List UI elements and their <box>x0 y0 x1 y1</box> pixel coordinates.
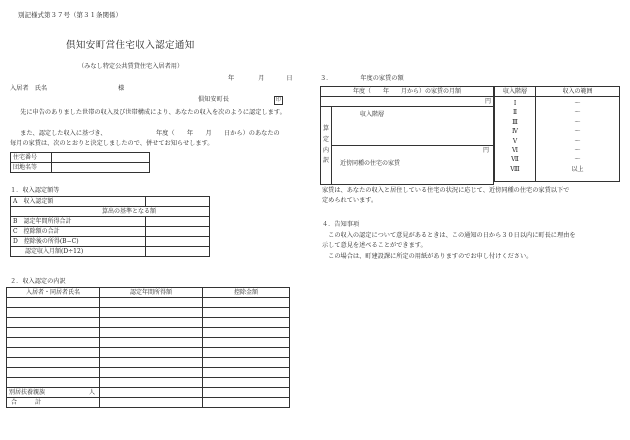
section-3-heading <box>320 75 404 82</box>
notice-text-a: この収入の認定について意見があるときは、この通知の日から３０日以内に町長に理由を <box>322 232 576 239</box>
rent-table <box>320 86 494 185</box>
table-row <box>11 163 150 173</box>
row-basis <box>11 207 210 217</box>
table-row <box>7 378 290 388</box>
table-row <box>11 247 210 257</box>
row-key: D <box>13 237 18 245</box>
range-v: 〜 <box>574 137 581 145</box>
housing-table <box>10 152 150 173</box>
table-row <box>321 146 494 185</box>
table-row <box>7 298 290 308</box>
section-4-heading: ４．告知事項 <box>322 221 360 228</box>
range-list <box>536 97 620 182</box>
housing-complex-label: 団地名等 <box>11 163 52 173</box>
row-b <box>11 217 146 227</box>
table-row <box>7 358 290 368</box>
row-value <box>146 197 210 207</box>
paragraph-2a: また、認定した収入に基づき、 <box>14 130 107 137</box>
row-key: C <box>13 227 18 235</box>
header-name: 入居者・同居者氏名 <box>7 288 100 298</box>
date-month: 月 <box>258 75 265 82</box>
paragraph-2c: 毎月の家賃は、次のとおりと決定しましたので、併せてお知らせします。 <box>10 140 214 147</box>
grade-iii: Ⅲ <box>512 118 518 126</box>
notice-text-c: この場合は、町建設課に所定の用紙がありますのでお申し付けください。 <box>322 253 533 260</box>
row-label: 収入認定額 <box>23 197 54 205</box>
table-row <box>11 207 210 217</box>
row-a <box>11 197 146 207</box>
similar-rent-cell <box>332 146 494 185</box>
rent-note-b: 定められています。 <box>322 197 378 204</box>
range-i: 〜 <box>574 100 581 107</box>
dependents-cell <box>7 388 100 398</box>
grade-v: Ⅴ <box>512 137 518 145</box>
date-year: 年 <box>228 75 235 82</box>
income-table <box>10 196 210 257</box>
issuer <box>198 96 283 105</box>
grade-header: 収入階層 <box>495 87 536 97</box>
row-key: B <box>13 217 18 225</box>
table-row <box>495 97 620 182</box>
grade-vii: Ⅶ <box>511 156 519 164</box>
table-row <box>11 153 150 163</box>
date-day: 日 <box>286 75 293 82</box>
table-row <box>321 87 494 97</box>
table-row <box>7 308 290 318</box>
table-row <box>7 348 290 358</box>
table-row <box>11 237 210 247</box>
section-1-heading: １．収入認定額等 <box>10 187 60 194</box>
grade-viii: Ⅷ <box>510 165 520 173</box>
housing-number-value <box>52 153 150 163</box>
range-header: 収入の範囲 <box>536 87 620 97</box>
grade-iv: Ⅳ <box>512 128 518 136</box>
table-row <box>321 107 494 146</box>
table-row <box>7 388 290 398</box>
addressee-label: 入居者 氏名 <box>10 85 48 92</box>
calc-label: 算定内訳 <box>321 107 332 185</box>
row-value <box>146 247 210 257</box>
range-iv: 〜 <box>574 128 581 136</box>
row-label: 認定収入月額(D÷12) <box>25 247 84 255</box>
form-number: 別記様式第３７号（第３１条関係） <box>18 11 122 19</box>
addressee-suffix: 様 <box>118 85 125 92</box>
row-label: 控除後の所得(B−C) <box>23 237 79 245</box>
grade-vi: Ⅵ <box>511 147 519 155</box>
range-viii: 以上 <box>571 165 584 173</box>
table-row <box>11 197 210 207</box>
total-label: 合 計 <box>7 398 100 408</box>
issuer-name: 倶知安町長 <box>198 96 229 103</box>
grade-i: Ⅰ <box>513 100 517 107</box>
row-c <box>11 227 146 237</box>
section-3-num: ３． <box>320 75 333 82</box>
row-value <box>146 227 210 237</box>
notice-text-b: 示して意見を述べることができます。 <box>322 242 427 249</box>
row-key: A <box>13 197 18 205</box>
table-row <box>7 368 290 378</box>
table-row <box>11 217 210 227</box>
row-value <box>146 217 210 227</box>
row-label: 認定年間所得合計 <box>23 217 72 225</box>
page-title: 倶知安町営住宅収入認定通知 <box>66 40 195 51</box>
range-vii: 〜 <box>574 156 581 164</box>
row-label: 算出の基準となる額 <box>101 207 156 215</box>
row-d <box>11 237 146 247</box>
table-row <box>11 227 210 237</box>
similar-rent-label: 近傍同種の住宅の家賃 <box>340 160 401 167</box>
table-row <box>7 398 290 408</box>
range-iii: 〜 <box>574 118 581 126</box>
grade-list <box>495 97 536 182</box>
subtitle: （みなし特定公共賃貸住宅入居者用） <box>78 63 184 70</box>
housing-number-label: 住宅番号 <box>11 153 52 163</box>
date-line <box>228 75 293 82</box>
table-row <box>7 338 290 348</box>
rent-yen: 円 <box>321 97 494 107</box>
grade-table <box>494 86 620 182</box>
grade-ii: Ⅱ <box>512 109 518 117</box>
table-row <box>321 97 494 107</box>
section-2-heading: ２．収入認定の内訳 <box>10 278 66 285</box>
table-row <box>495 87 620 97</box>
income-grade-cell <box>332 107 494 146</box>
housing-complex-value <box>52 163 150 173</box>
range-ii: 〜 <box>574 109 581 117</box>
table-row <box>7 328 290 338</box>
table-row <box>7 288 290 298</box>
rent-note-a: 家賃は、あなたの収入と居住している住宅の状況に応じて、近傍同種の住宅の家賃以下で <box>322 187 570 194</box>
header-income: 認定年間所得額 <box>100 288 203 298</box>
income-grade-label: 収入階層 <box>360 111 385 118</box>
seal-mark: 印 <box>275 97 281 103</box>
similar-rent-yen: 円 <box>482 147 489 154</box>
rent-header: 年度（ 年 月から）の家賃の月額 <box>321 87 494 97</box>
paragraph-1: 先に申告のありました世帯の収入及び世帯構成により、あなたの収入を次のように認定します。 <box>14 109 286 116</box>
table-row <box>7 318 290 328</box>
dependents-unit: 人 <box>88 388 95 396</box>
breakdown-table <box>6 287 290 408</box>
row-label: 控除額の合計 <box>23 227 60 235</box>
section-3-title: 年度の家賃の額 <box>360 75 404 82</box>
range-vi: 〜 <box>574 147 581 155</box>
dependents-label: 別居扶養親族 <box>9 388 46 396</box>
row-monthly <box>11 247 146 257</box>
header-deduction: 控除金額 <box>203 288 290 298</box>
paragraph-2b: 年度（ 年 月 日から）のあなたの <box>156 130 280 137</box>
row-value <box>146 237 210 247</box>
